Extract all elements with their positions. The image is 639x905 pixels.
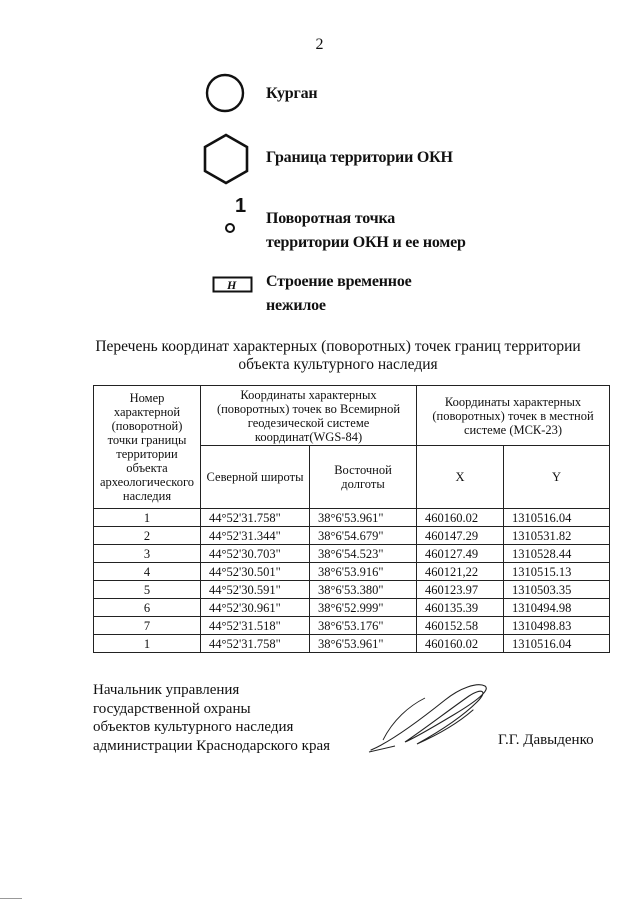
legend-label-kurgan: Курган <box>266 85 318 102</box>
subheader-east: Восточной долготы <box>310 446 417 509</box>
turning-point-number: 1 <box>235 195 247 217</box>
cell-latitude: 44°52'30.961" <box>201 599 310 617</box>
cell-number: 6 <box>94 599 201 617</box>
cell-x: 460127.49 <box>417 545 504 563</box>
cell-y: 1310515.13 <box>504 563 610 581</box>
cell-x: 460135.39 <box>417 599 504 617</box>
cell-x: 460123.97 <box>417 581 504 599</box>
cell-number: 1 <box>94 635 201 653</box>
building-letter: Н <box>227 278 237 292</box>
cell-number: 4 <box>94 563 201 581</box>
cell-x: 460152.58 <box>417 617 504 635</box>
cell-longitude: 38°6'54.679" <box>310 527 417 545</box>
cell-x: 460147.29 <box>417 527 504 545</box>
cell-latitude: 44°52'31.518" <box>201 617 310 635</box>
cell-y: 1310516.04 <box>504 635 610 653</box>
cell-number: 5 <box>94 581 201 599</box>
cell-latitude: 44°52'30.501" <box>201 563 310 581</box>
cell-y: 1310494.98 <box>504 599 610 617</box>
signatory-line: Начальник управления <box>93 682 240 698</box>
cell-x: 460121,22 <box>417 563 504 581</box>
turning-point-icon <box>224 195 248 239</box>
handwritten-signature <box>365 680 495 763</box>
cell-longitude: 38°6'53.380" <box>310 581 417 599</box>
legend-label-building <box>266 270 412 318</box>
table-row <box>94 617 610 635</box>
page-number: 2 <box>315 36 324 53</box>
coordinates-table <box>93 385 610 653</box>
legend-line: нежилое <box>266 297 326 314</box>
cell-longitude: 38°6'53.176" <box>310 617 417 635</box>
cell-longitude: 38°6'52.999" <box>310 599 417 617</box>
cell-longitude: 38°6'53.961" <box>310 509 417 527</box>
cell-number: 2 <box>94 527 201 545</box>
cell-y: 1310498.83 <box>504 617 610 635</box>
cell-x: 460160.02 <box>417 509 504 527</box>
header-msk23: Координаты характерных (поворотных) точек в местной системе (МСК-23) <box>417 386 610 446</box>
table-row <box>94 527 610 545</box>
table-row <box>94 509 610 527</box>
cell-number: 3 <box>94 545 201 563</box>
title-line: объекта культурного наследия <box>238 356 438 373</box>
table-row <box>94 635 610 653</box>
cell-latitude: 44°52'31.758" <box>201 635 310 653</box>
subheader-x: X <box>417 446 504 509</box>
signatory-line: администрации Краснодарского края <box>93 737 331 754</box>
signatory-name: Г.Г. Давыденко <box>498 732 594 748</box>
cell-y: 1310528.44 <box>504 545 610 563</box>
cell-number: 7 <box>94 617 201 635</box>
cell-y: 1310516.04 <box>504 509 610 527</box>
footer-divider <box>0 898 22 899</box>
cell-longitude: 38°6'53.916" <box>310 563 417 581</box>
hexagon-icon <box>202 133 250 190</box>
cell-x: 460160.02 <box>417 635 504 653</box>
header-point-number: Номер характерной (поворотной) точки границы территории объекта археологического наследия <box>94 386 201 509</box>
circle-icon <box>205 73 245 118</box>
cell-y: 1310503.35 <box>504 581 610 599</box>
cell-y: 1310531.82 <box>504 527 610 545</box>
legend-line: территории ОКН и ее номер <box>266 234 466 251</box>
cell-latitude: 44°52'30.591" <box>201 581 310 599</box>
table-row <box>94 563 610 581</box>
signatory-title <box>93 681 330 755</box>
legend-label-boundary: Граница территории ОКН <box>266 149 453 166</box>
cell-number: 1 <box>94 509 201 527</box>
table-title <box>88 338 588 374</box>
legend-line: Поворотная точка <box>266 210 396 227</box>
title-line: Перечень координат характерных (поворотных) точек границ территории <box>95 338 581 355</box>
subheader-y: Y <box>504 446 610 509</box>
cell-latitude: 44°52'30.703" <box>201 545 310 563</box>
subheader-north: Северной широты <box>201 446 310 509</box>
legend-line: Строение временное <box>266 273 412 290</box>
cell-longitude: 38°6'54.523" <box>310 545 417 563</box>
cell-longitude: 38°6'53.961" <box>310 635 417 653</box>
signatory-line: государственной охраны <box>93 700 251 717</box>
table-row <box>94 581 610 599</box>
table-row <box>94 545 610 563</box>
header-wgs84: Координаты характерных (поворотных) точек во Всемирной геодезической системе координат(WGS-84) <box>201 386 417 446</box>
cell-latitude: 44°52'31.758" <box>201 509 310 527</box>
cell-latitude: 44°52'31.344" <box>201 527 310 545</box>
legend-label-turning-point <box>266 207 466 255</box>
table-row <box>94 599 610 617</box>
signatory-line: объектов культурного наследия <box>93 719 294 735</box>
